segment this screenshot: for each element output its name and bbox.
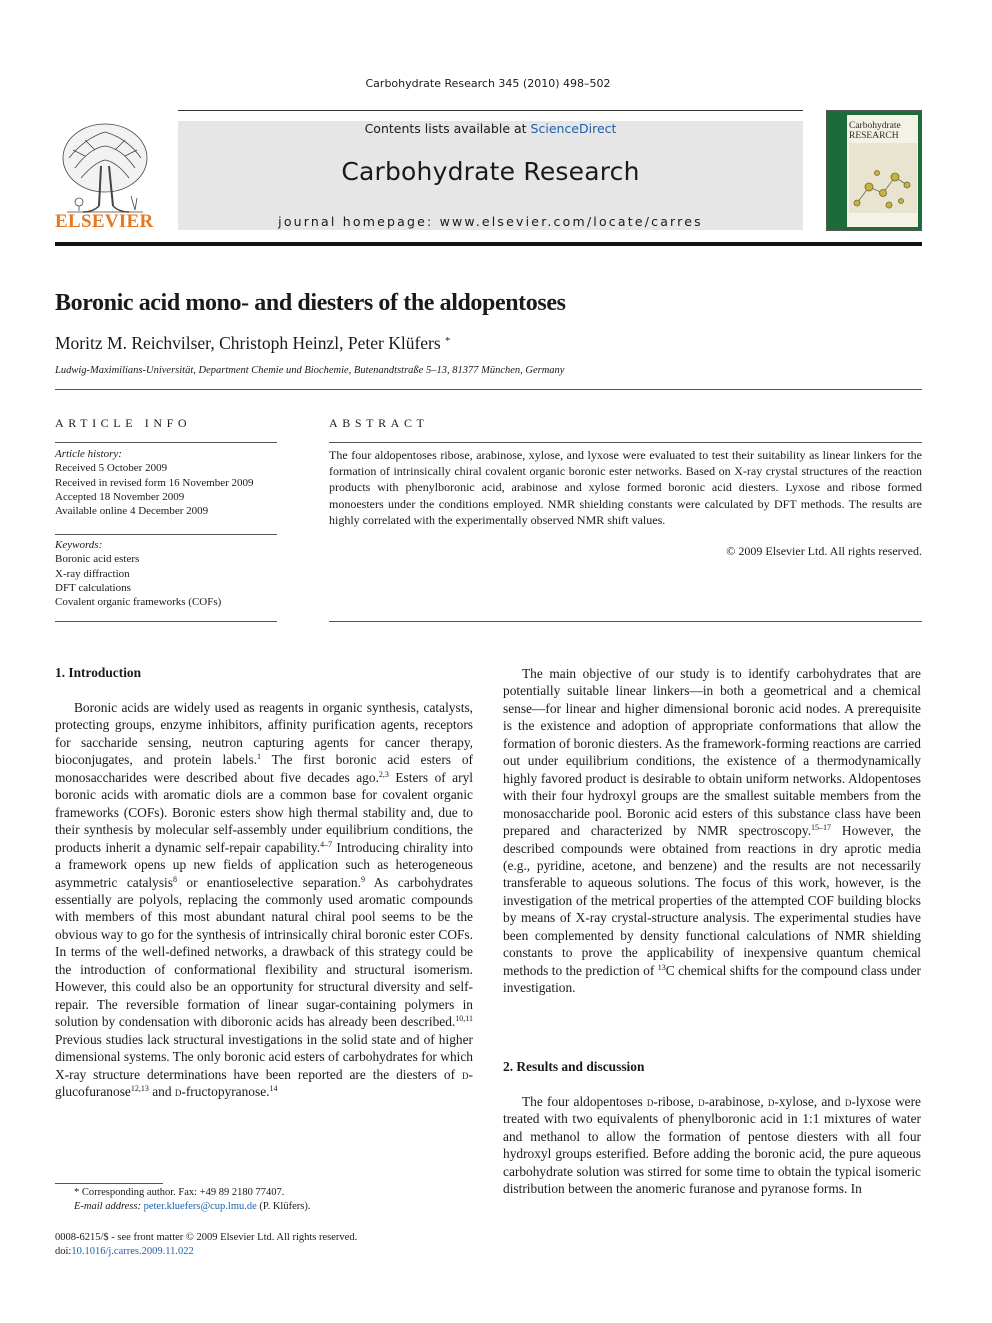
keywords <box>55 538 277 609</box>
doi-line: doi:10.1016/j.carres.2009.11.022 <box>55 1246 194 1257</box>
body-column-right-section2 <box>503 1093 921 1198</box>
corresponding-author-mark[interactable]: * <box>445 336 451 347</box>
article-info-heading: ARTICLE INFO <box>55 416 192 430</box>
journal-homepage[interactable]: journal homepage: www.elsevier.com/locate/carres <box>278 214 703 229</box>
citation[interactable]: 8 <box>172 874 177 884</box>
history-item: Accepted 18 November 2009 <box>55 490 185 503</box>
cover-title-line1: Carbohydrate <box>849 121 901 131</box>
citation[interactable]: 10,11 <box>455 1014 473 1024</box>
keyword-item: X-ray diffraction <box>55 567 130 580</box>
history-item: Received in revised form 16 November 2009 <box>55 476 254 489</box>
email-link[interactable]: peter.kluefers@cup.lmu.de <box>143 1201 257 1212</box>
author-list <box>55 333 450 354</box>
keywords-label: Keywords: <box>55 539 103 551</box>
paragraph: Boronic acids are widely used as reagents in organic synthesis, catalysts, protecting groups, enzyme inhibitors, affinity purification agents, receptors for saccharide sensing, neutron capturing agents for cancer therapy, bioconjugates, and protein labels.$^1$ The first boronic acid esters of monosaccharides were described about five decades ago.$^{2,3}$ Esters of aryl boronic acids with aromatic diols are a common base for covalent organic frameworks (COFs). Boronic esters show high thermal stability and, due to their synthesis by molecular self-assembly under equilibrium conditions, the products inherit a dynamic self-repair capability.$^{4-7}$ Introducing chirality into a framework opens up new fields of application such as heterogeneous asymmetric catalysis$^8$ or enantioselective separation.$^9$ As carbohydrates essentially are polyols, replacing the commonly used aromatic compounds with members of this most abundant natural chiral pool seems to be the obvious way to go for the synthesis of intrinsically chiral boronic ester COFs. In terms of the well-defined networks, a drawback of this strategy could be the introduction of conformational flexibility and structural isomerism. However, this could also be an opportunity for structural diversity and self-repair. The reversible formation of linear sugar-containing polymers in solution by condensation with diboronic acids has already been described.$^{10,11}$ Previous studies lack structural investigations in the solid state and of higher dimensional systems. The only boronic acid esters of carbohydrates for which X-ray structure determinations have been reported are the diesters of d-glucofuranose$^{12,13}$ and d-fructopyranose.$^{14}$ <box>55 700 474 1099</box>
contents-line <box>178 121 803 136</box>
keyword-item: DFT calculations <box>55 581 131 594</box>
cover-title-line2: RESEARCH <box>849 131 899 141</box>
divider <box>55 534 277 535</box>
citation[interactable]: 12,13 <box>130 1083 149 1093</box>
citation[interactable]: 15–17 <box>811 823 832 833</box>
body-column-left <box>55 699 473 1100</box>
authors-names: Moritz M. Reichvilser, Christoph Heinzl, Peter Klüfers <box>55 333 441 353</box>
journal-title: Carbohydrate Research <box>341 157 640 186</box>
front-matter <box>55 1231 475 1259</box>
journal-cover-thumbnail[interactable] <box>826 110 922 231</box>
divider <box>329 442 922 443</box>
history-item: Available online 4 December 2009 <box>55 505 209 518</box>
keyword-item: Boronic acid esters <box>55 553 140 566</box>
citation[interactable]: 9 <box>360 874 365 884</box>
section-heading-introduction: 1. Introduction <box>55 665 142 680</box>
citation[interactable]: 2,3 <box>378 769 389 779</box>
citation[interactable]: 1 <box>257 752 262 762</box>
divider <box>55 621 277 622</box>
contents-prefix: Contents lists available at <box>364 121 531 136</box>
doi-link[interactable]: 10.1016/j.carres.2009.11.022 <box>71 1246 194 1257</box>
divider <box>55 389 922 390</box>
email-footnote: E-mail address: peter.kluefers@cup.lmu.de (P. Klüfers). <box>74 1201 311 1212</box>
body-column-right <box>503 665 921 997</box>
running-head: Carbohydrate Research 345 (2010) 498–502 <box>365 77 611 90</box>
footnotes <box>55 1186 475 1214</box>
sciencedirect-link[interactable]: ScienceDirect <box>530 121 617 136</box>
history-item: Received 5 October 2009 <box>55 462 168 475</box>
issn-line: 0008-6215/$ - see front matter © 2009 Elsevier Ltd. All rights reserved. <box>55 1232 358 1243</box>
divider <box>55 442 277 443</box>
divider <box>329 621 922 622</box>
paragraph: The four aldopentoses d-ribose, d-arabinose, d-xylose, and d-lyxose were treated with two equivalents of phenylboronic acid in 1:1 mixtures of water and methanol to allow the formation of pentose diesters with all four hydroxyl groups esterified. Before adding the boronic acid, the pure aqueous carbohydrate solution was stirred for some time to obtain the typical isomeric distribution between the anomeric furanose and pyranose forms. In <box>503 1094 921 1197</box>
cover-molecule-image-icon <box>849 143 917 223</box>
keyword-item: Covalent organic frameworks (COFs) <box>55 596 222 609</box>
cover-title <box>849 121 917 141</box>
paragraph: The main objective of our study is to identify carbohydrates that are potentially suitable linear linkers—in both a geometrical and a chemical sense—for linear and higher dimensional boronic acid nodes. A prerequisite is the existence and adoption of appropriate conformations that allow the formation of boronic diesters. As the framework-forming reactions are carried out under equilibrium conditions, the existence of a thermodynamically highly favored product is desirable to obtain uniform networks. Aldopentoses with their four hydroxyl groups are the smallest suitable members from the monosaccharide pool. Boronic acid esters of this substance class have been prepared and characterized by NMR spectroscopy.$^{15-17}$ However, the described compounds were obtained from reactions in dry aprotic media (e.g., pyridine, acetone, and benzene) and the results are not necessarily transferable to aqueous solutions. The focus of this work, however, is the investigation of the metrical properties of the attempted COF building blocks by means of X-ray crystal-structure analysis. The experimental studies have been complemented by density functional calculations of NMR shielding constants to prove the applicability of inexpensive quantum chemical methods to the prediction of $^{13}$C chemical shifts for the compound class under investigation. <box>503 666 921 996</box>
masthead-top-rule <box>178 110 803 111</box>
abstract-text: The four aldopentoses ribose, arabinose, xylose, and lyxose were evaluated to test their suitability as linear linkers for the formation of intrinsically chiral covalent organic boronic ester networks. Based on X-ray crystal structures of the reaction products with phenylboronic acid, arabinose and xylose formed boronic acid diesters. Lyxose and ribose formed monoesters under the conditions employed. NMR shielding constants were calculated by DFT methods. The results are highly correlated with the experimentally observed NMR shift values. <box>329 448 922 527</box>
abstract-heading: ABSTRACT <box>329 416 429 430</box>
affiliation: Ludwig-Maximilians-Universität, Department Chemie und Biochemie, Butenandtstraße 5–13, 81377 München, Germany <box>55 365 565 376</box>
elsevier-wordmark: ELSEVIER <box>55 211 154 232</box>
corresponding-footnote: * Corresponding author. Fax: +49 89 2180 77407. <box>74 1187 285 1198</box>
abstract-copyright: © 2009 Elsevier Ltd. All rights reserved. <box>726 544 922 558</box>
article-history <box>55 447 277 518</box>
isotope-superscript: 13 <box>657 962 666 972</box>
section-heading-results: 2. Results and discussion <box>503 1059 645 1074</box>
footnote-rule <box>55 1183 163 1184</box>
citation[interactable]: 4–7 <box>320 839 333 849</box>
masthead-bottom-rule <box>55 242 922 246</box>
history-label: Article history: <box>55 448 122 460</box>
article-title: Boronic acid mono- and diesters of the aldopentoses <box>55 290 566 316</box>
citation[interactable]: 14 <box>269 1083 278 1093</box>
